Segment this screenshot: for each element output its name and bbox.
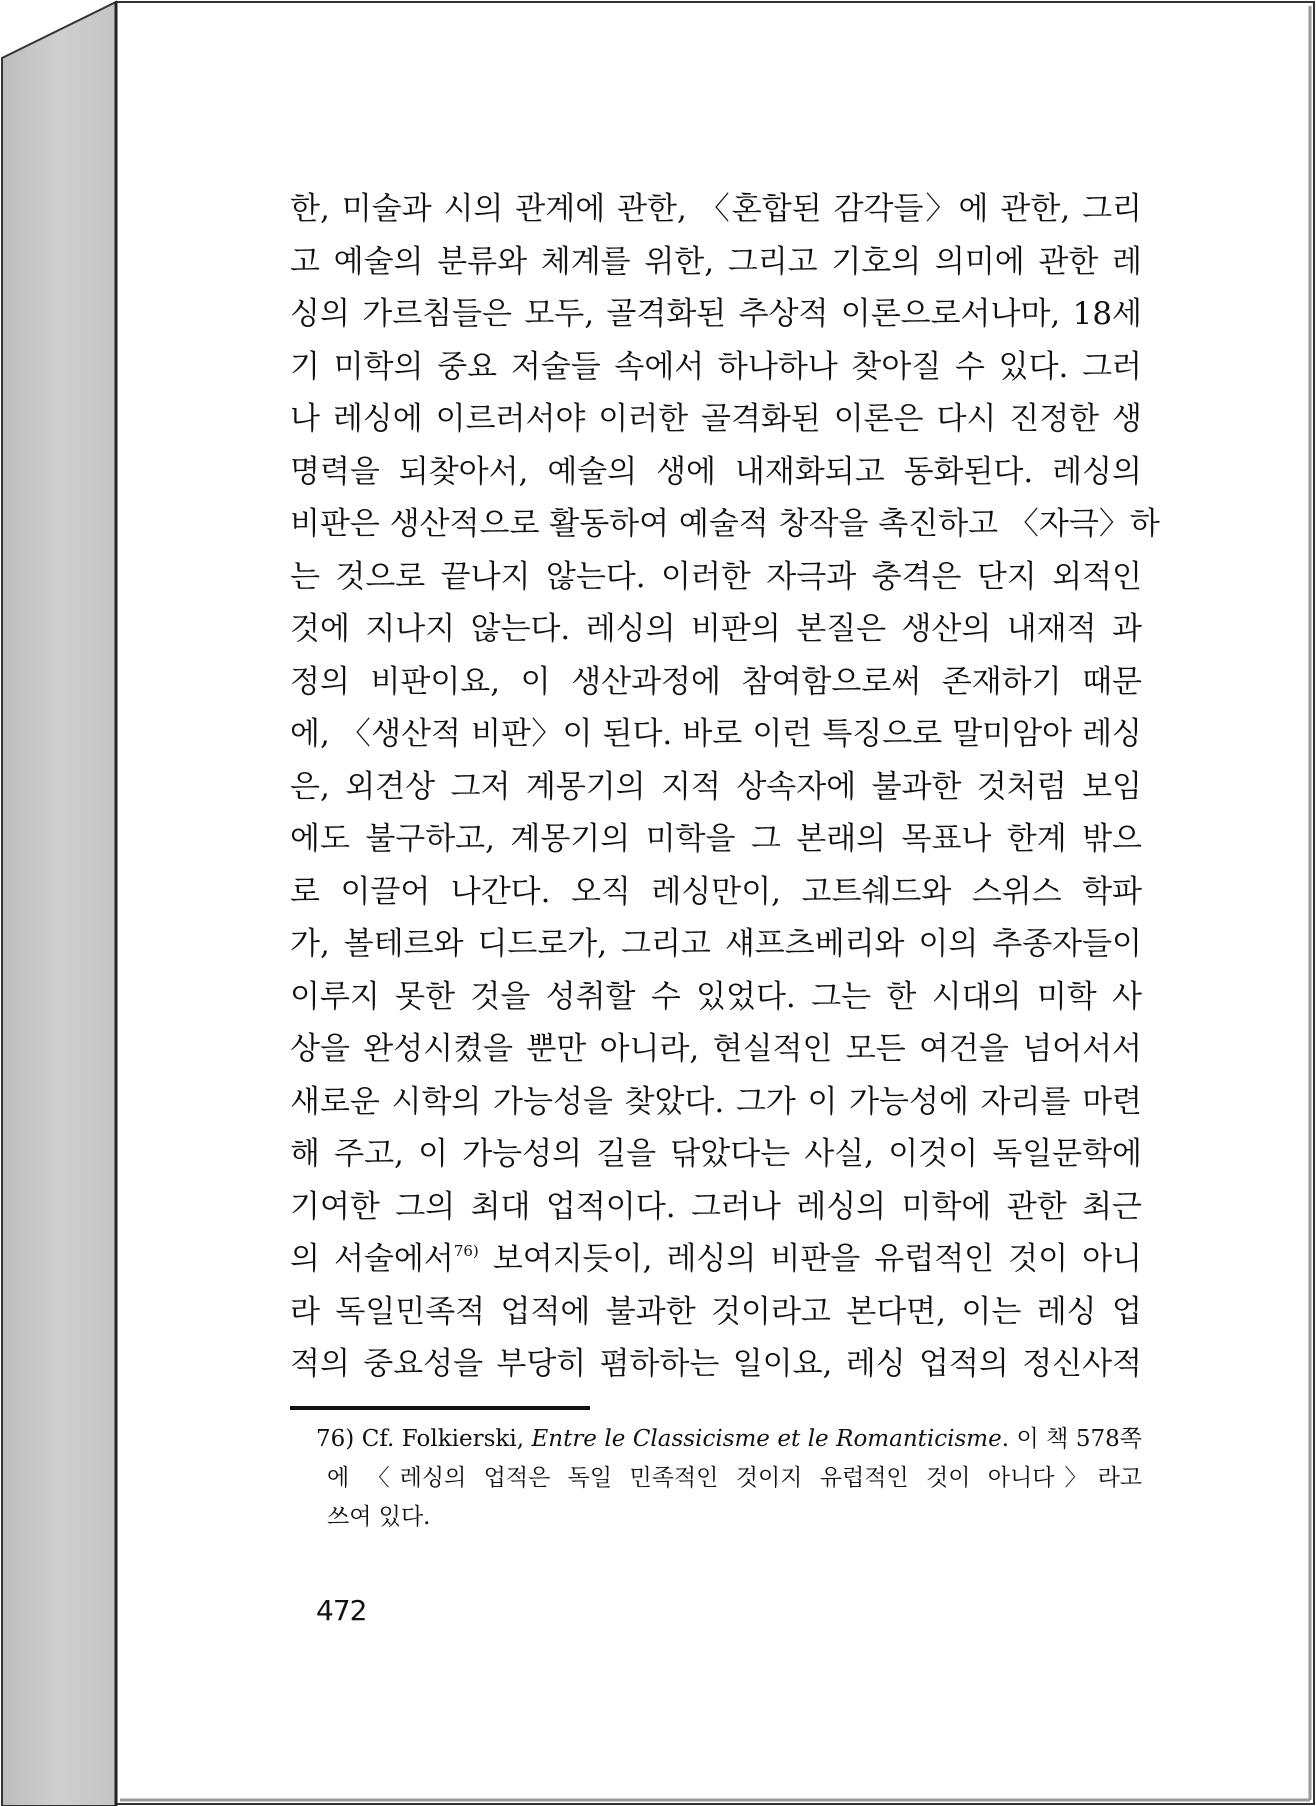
body-line-text: 보여지듯이, 레싱의 비판을 유럽적인 것이 아니 <box>478 1241 1143 1277</box>
body-line: 나 레싱에 이르러서야 이러한 골격화된 이론은 다시 진정한 생 <box>290 401 1142 437</box>
footnote-number: 76) <box>316 1426 355 1452</box>
footnote-line-3: 쓰여 있다. <box>327 1504 431 1530</box>
footnote-reference[interactable]: 76) <box>453 1242 479 1260</box>
body-line <box>290 1233 1142 1286</box>
footnote-cf: Cf. Folkierski, <box>361 1426 524 1452</box>
body-line: 는 것으로 끝나지 않는다. 이러한 자극과 충격은 단지 외적인 <box>290 558 1142 595</box>
footnote-line1-tail: . 이 책 578쪽 <box>1001 1426 1142 1452</box>
body-line: 것에 지나지 않는다. 레싱의 비판의 본질은 생산의 내재적 과 <box>290 611 1142 647</box>
body-line: 고 예술의 분류와 체계를 위한, 그리고 기호의 의미에 관한 레 <box>290 243 1142 280</box>
body-line: 상을 완성시켰을 뿐만 아니라, 현실적인 모든 여건을 넘어서서 <box>290 1031 1142 1067</box>
footnote-76 <box>316 1420 1142 1537</box>
body-line: 정의 비판이요, 이 생산과정에 참여함으로써 존재하기 때문 <box>290 663 1142 700</box>
footnote-cited-title: Entre le Classicisme et le Romanticisme <box>531 1426 1002 1452</box>
body-line: 라 독일민족적 업적에 불과한 것이라고 본다면, 이는 레싱 업 <box>290 1293 1142 1330</box>
body-line: 로 이끌어 나간다. 오직 레싱만이, 고트쉐드와 스위스 학파 <box>290 873 1142 910</box>
body-line: 새로운 시학의 가능성을 찾았다. 그가 이 가능성에 자리를 마련 <box>290 1083 1142 1120</box>
body-line: 기여한 그의 최대 업적이다. 그러나 레싱의 미학에 관한 최근 <box>290 1188 1142 1225</box>
body-line: 해 주고, 이 가능성의 길을 닦았다는 사실, 이것이 독일문학에 <box>290 1136 1142 1172</box>
body-line: 에, 〈생산적 비판〉이 된다. 바로 이런 특징으로 말미암아 레싱 <box>290 716 1142 752</box>
body-line: 비판은 생산적으로 활동하여 예술적 창작을 촉진하고 〈자극〉하 <box>290 506 1160 542</box>
body-line: 기 미학의 중요 저술들 속에서 하나하나 찾아질 수 있다. 그러 <box>290 348 1142 385</box>
body-line-text: 의 서술에서 <box>290 1241 454 1277</box>
body-line: 싱의 가르침들은 모두, 골격화된 추상적 이론으로서나마, 18세 <box>290 296 1142 332</box>
page-number: 472 <box>316 1594 367 1627</box>
body-line: 명력을 되찾아서, 예술의 생에 내재화되고 동화된다. 레싱의 <box>290 453 1142 490</box>
body-line: 이루지 못한 것을 성취할 수 있었다. 그는 한 시대의 미학 사 <box>290 978 1142 1015</box>
body-line: 적의 중요성을 부당히 폄하하는 일이요, 레싱 업적의 정신사적 <box>290 1346 1142 1382</box>
footnote-line-2: 에 〈레싱의 업적은 독일 민족적인 것이지 유럽적인 것이 아니다〉라고 <box>327 1465 1142 1491</box>
book-spine <box>2 2 116 1806</box>
body-line: 은, 외견상 그저 계몽기의 지적 상속자에 불과한 것처럼 보임 <box>290 768 1142 805</box>
body-line: 한, 미술과 시의 관계에 관한, 〈혼합된 감각들〉에 관한, 그리 <box>290 191 1142 227</box>
body-line: 가, 볼테르와 디드로가, 그리고 섀프츠베리와 이의 추종자들이 <box>290 926 1142 962</box>
footnote-separator <box>290 1406 590 1410</box>
footnote-line-1 <box>316 1420 1142 1459</box>
body-line: 에도 불구하고, 계몽기의 미학을 그 본래의 목표나 한계 밖으 <box>290 821 1142 857</box>
body-text <box>290 183 1160 1391</box>
